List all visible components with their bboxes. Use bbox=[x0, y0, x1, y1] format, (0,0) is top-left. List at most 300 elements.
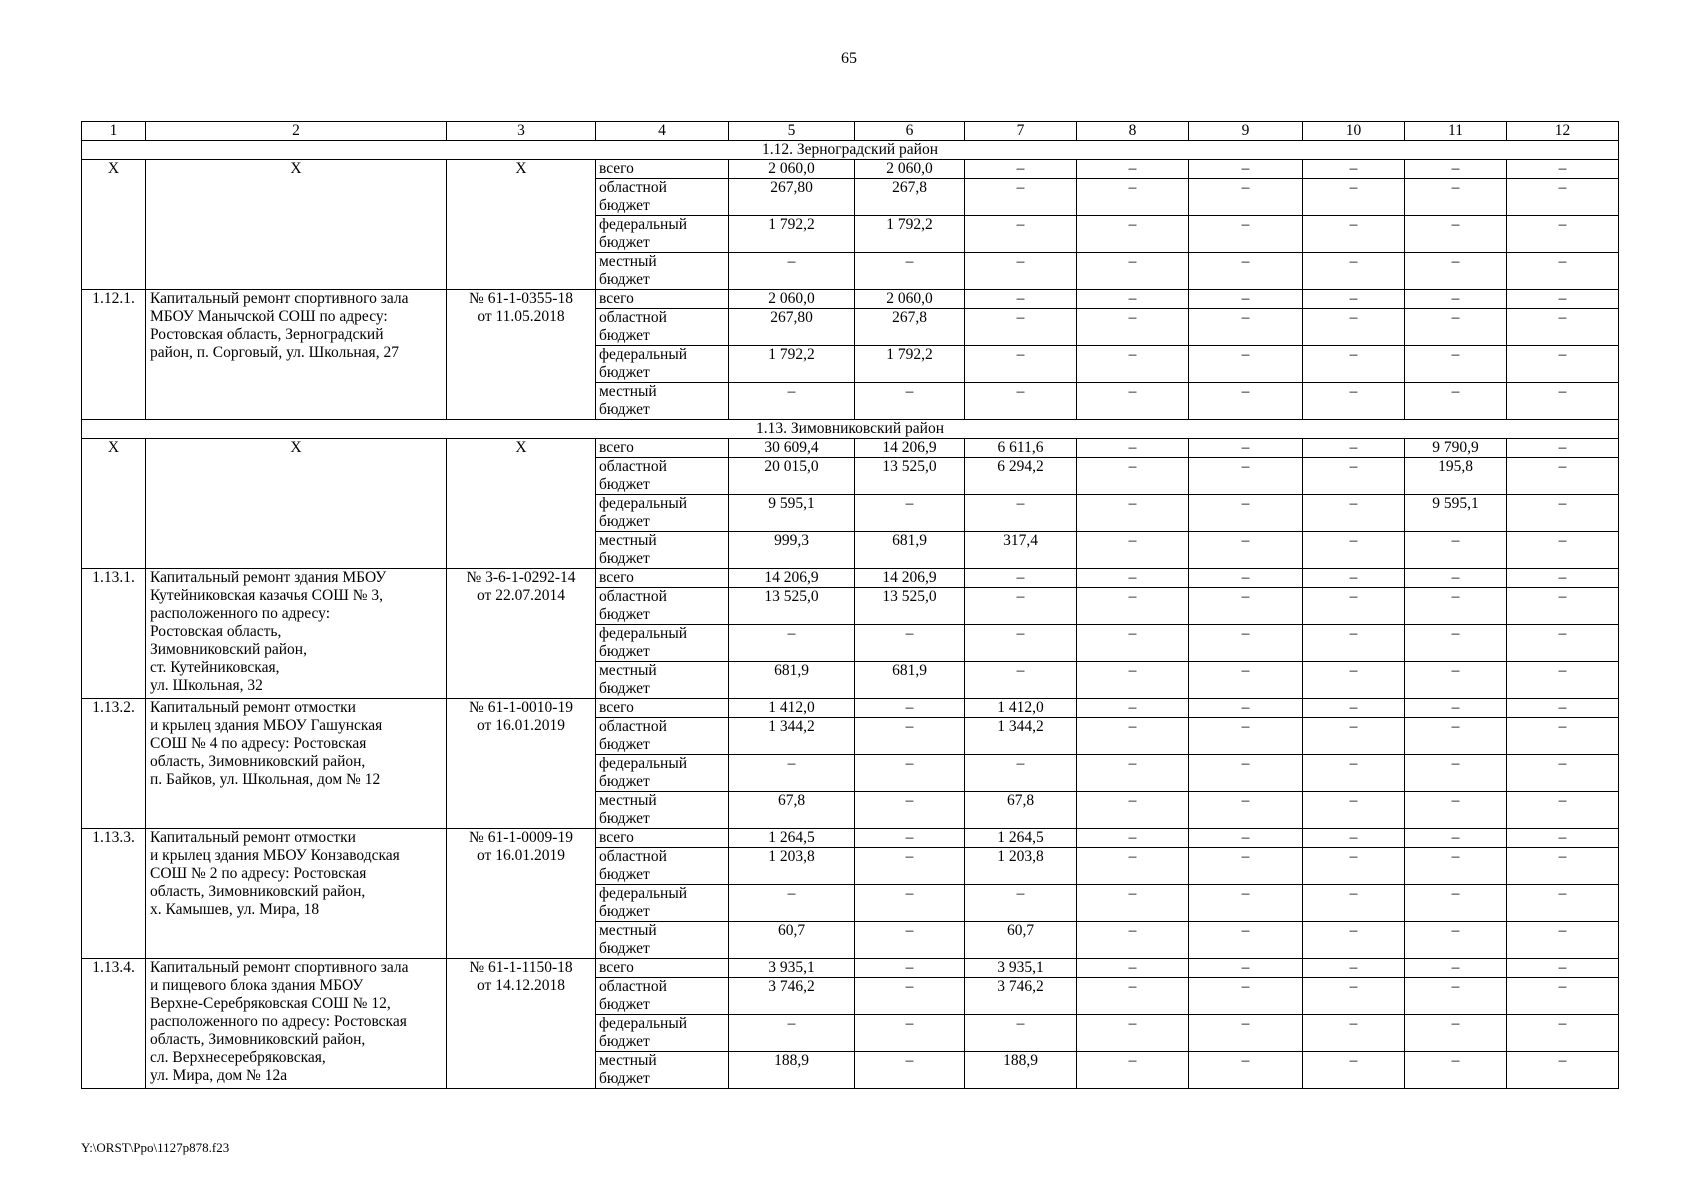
amount-cell: – bbox=[855, 978, 965, 1015]
funding-source: всего bbox=[596, 290, 729, 309]
amount-cell: – bbox=[1303, 755, 1405, 792]
column-number: 1 bbox=[82, 122, 146, 141]
amount-cell: – bbox=[1189, 179, 1303, 216]
amount-cell: – bbox=[1405, 848, 1507, 885]
amount-cell: 188,9 bbox=[729, 1052, 855, 1089]
amount-cell: – bbox=[965, 625, 1077, 662]
amount-cell: 1 344,2 bbox=[965, 718, 1077, 755]
amount-cell: – bbox=[1303, 959, 1405, 978]
column-number: 4 bbox=[596, 122, 729, 141]
item-name: Капитальный ремонт спортивного зала и пищевого блока здания МБОУ Верхне-Серебряковская СОШ № 12, расположенного по адресу: Ростовская область, Зимовниковский район, сл. Верхнесеребряковская, ул. Мира, дом № 12а bbox=[146, 959, 447, 1089]
table-row bbox=[82, 699, 1619, 718]
amount-cell: – bbox=[1303, 383, 1405, 420]
amount-cell: – bbox=[1507, 179, 1619, 216]
amount-cell: – bbox=[1507, 829, 1619, 848]
amount-cell: – bbox=[1077, 458, 1189, 495]
item-document: № 61-1-0355-18 от 11.05.2018 bbox=[447, 290, 596, 420]
amount-cell: 1 344,2 bbox=[729, 718, 855, 755]
amount-cell: – bbox=[1189, 1052, 1303, 1089]
amount-cell: – bbox=[965, 253, 1077, 290]
funding-source: федеральный бюджет bbox=[596, 755, 729, 792]
amount-cell: – bbox=[1507, 792, 1619, 829]
item-number: 1.13.4. bbox=[82, 959, 146, 1089]
amount-cell: – bbox=[1507, 959, 1619, 978]
amount-cell: – bbox=[1303, 569, 1405, 588]
amount-cell: – bbox=[1303, 699, 1405, 718]
amount-cell: – bbox=[1303, 848, 1405, 885]
funding-source: местный бюджет bbox=[596, 922, 729, 959]
amount-cell: 267,8 bbox=[855, 309, 965, 346]
amount-cell: – bbox=[965, 216, 1077, 253]
amount-cell: – bbox=[1303, 625, 1405, 662]
amount-cell: – bbox=[855, 1052, 965, 1089]
file-path-footer: Y:\ORST\Ppo\1127p878.f23 bbox=[81, 1140, 230, 1155]
amount-cell: – bbox=[1303, 1015, 1405, 1052]
amount-cell: – bbox=[1189, 959, 1303, 978]
amount-cell: – bbox=[1507, 569, 1619, 588]
amount-cell: – bbox=[855, 495, 965, 532]
amount-cell: 2 060,0 bbox=[855, 290, 965, 309]
amount-cell: – bbox=[855, 755, 965, 792]
amount-cell: 6 611,6 bbox=[965, 439, 1077, 458]
amount-cell: – bbox=[965, 755, 1077, 792]
amount-cell: – bbox=[1303, 253, 1405, 290]
item-document: № 61-1-1150-18 от 14.12.2018 bbox=[447, 959, 596, 1089]
item-document: X bbox=[447, 160, 596, 290]
amount-cell: – bbox=[965, 346, 1077, 383]
amount-cell: – bbox=[1303, 829, 1405, 848]
amount-cell: 14 206,9 bbox=[729, 569, 855, 588]
funding-source: областной бюджет bbox=[596, 978, 729, 1015]
funding-source: областной бюджет bbox=[596, 179, 729, 216]
amount-cell: 1 264,5 bbox=[729, 829, 855, 848]
funding-source: федеральный бюджет bbox=[596, 216, 729, 253]
amount-cell: 13 525,0 bbox=[855, 458, 965, 495]
amount-cell: – bbox=[1507, 755, 1619, 792]
funding-source: всего bbox=[596, 160, 729, 179]
item-number: 1.13.1. bbox=[82, 569, 146, 699]
amount-cell: – bbox=[855, 1015, 965, 1052]
funding-source: федеральный бюджет bbox=[596, 885, 729, 922]
funding-source: областной бюджет bbox=[596, 588, 729, 625]
amount-cell: – bbox=[1189, 588, 1303, 625]
amount-cell: 267,80 bbox=[729, 309, 855, 346]
amount-cell: – bbox=[965, 383, 1077, 420]
amount-cell: – bbox=[1405, 792, 1507, 829]
amount-cell: 14 206,9 bbox=[855, 569, 965, 588]
amount-cell: – bbox=[1077, 885, 1189, 922]
column-number: 8 bbox=[1077, 122, 1189, 141]
amount-cell: – bbox=[1507, 309, 1619, 346]
amount-cell: – bbox=[1077, 829, 1189, 848]
amount-cell: – bbox=[1507, 216, 1619, 253]
amount-cell: – bbox=[855, 959, 965, 978]
table-row bbox=[82, 290, 1619, 309]
item-name: Капитальный ремонт спортивного зала МБОУ Манычской СОШ по адресу: Ростовская область, Зерноградский район, п. Сорговый, ул. Школьная, 27 bbox=[146, 290, 447, 420]
amount-cell: – bbox=[1303, 495, 1405, 532]
amount-cell: – bbox=[1189, 662, 1303, 699]
amount-cell: – bbox=[1405, 346, 1507, 383]
amount-cell: – bbox=[1507, 383, 1619, 420]
amount-cell: – bbox=[1303, 439, 1405, 458]
item-number: 1.12.1. bbox=[82, 290, 146, 420]
amount-cell: – bbox=[855, 829, 965, 848]
amount-cell: 195,8 bbox=[1405, 458, 1507, 495]
amount-cell: 67,8 bbox=[965, 792, 1077, 829]
amount-cell: – bbox=[965, 495, 1077, 532]
amount-cell: – bbox=[855, 699, 965, 718]
amount-cell: – bbox=[1189, 458, 1303, 495]
amount-cell: – bbox=[1077, 588, 1189, 625]
amount-cell: – bbox=[1507, 885, 1619, 922]
item-document: X bbox=[447, 439, 596, 569]
amount-cell: – bbox=[1405, 588, 1507, 625]
item-number: X bbox=[82, 439, 146, 569]
amount-cell: – bbox=[1077, 439, 1189, 458]
amount-cell: – bbox=[729, 253, 855, 290]
amount-cell: – bbox=[729, 885, 855, 922]
funding-source: федеральный бюджет bbox=[596, 495, 729, 532]
item-document: № 3-6-1-0292-14 от 22.07.2014 bbox=[447, 569, 596, 699]
amount-cell: – bbox=[1303, 792, 1405, 829]
funding-source: областной бюджет bbox=[596, 309, 729, 346]
amount-cell: 9 595,1 bbox=[1405, 495, 1507, 532]
amount-cell: – bbox=[729, 755, 855, 792]
column-number-row bbox=[82, 122, 1619, 141]
amount-cell: – bbox=[1077, 179, 1189, 216]
amount-cell: – bbox=[1507, 1052, 1619, 1089]
table-row bbox=[82, 569, 1619, 588]
amount-cell: 1 412,0 bbox=[729, 699, 855, 718]
funding-source: всего bbox=[596, 699, 729, 718]
amount-cell: – bbox=[1189, 922, 1303, 959]
amount-cell: 1 792,2 bbox=[855, 216, 965, 253]
amount-cell: – bbox=[1189, 755, 1303, 792]
table-row bbox=[82, 959, 1619, 978]
amount-cell: – bbox=[1077, 1052, 1189, 1089]
amount-cell: 6 294,2 bbox=[965, 458, 1077, 495]
amount-cell: – bbox=[1077, 290, 1189, 309]
amount-cell: – bbox=[1507, 439, 1619, 458]
amount-cell: – bbox=[1405, 532, 1507, 569]
amount-cell: – bbox=[1303, 1052, 1405, 1089]
amount-cell: – bbox=[1189, 978, 1303, 1015]
column-number: 10 bbox=[1303, 122, 1405, 141]
item-number: 1.13.3. bbox=[82, 829, 146, 959]
section-row bbox=[82, 141, 1619, 160]
amount-cell: – bbox=[1189, 495, 1303, 532]
amount-cell: 60,7 bbox=[965, 922, 1077, 959]
funding-source: всего bbox=[596, 829, 729, 848]
amount-cell: 9 595,1 bbox=[729, 495, 855, 532]
amount-cell: – bbox=[965, 179, 1077, 216]
amount-cell: 13 525,0 bbox=[855, 588, 965, 625]
amount-cell: – bbox=[1507, 662, 1619, 699]
amount-cell: – bbox=[1303, 458, 1405, 495]
table-row bbox=[82, 829, 1619, 848]
amount-cell: – bbox=[1405, 216, 1507, 253]
amount-cell: – bbox=[1405, 160, 1507, 179]
amount-cell: 1 792,2 bbox=[855, 346, 965, 383]
amount-cell: 14 206,9 bbox=[855, 439, 965, 458]
column-number: 2 bbox=[146, 122, 447, 141]
amount-cell: – bbox=[1077, 922, 1189, 959]
amount-cell: – bbox=[1189, 1015, 1303, 1052]
item-number: X bbox=[82, 160, 146, 290]
amount-cell: – bbox=[1077, 495, 1189, 532]
amount-cell: – bbox=[1189, 792, 1303, 829]
item-name: X bbox=[146, 160, 447, 290]
amount-cell: 681,9 bbox=[855, 662, 965, 699]
amount-cell: 3 746,2 bbox=[729, 978, 855, 1015]
column-number: 5 bbox=[729, 122, 855, 141]
amount-cell: – bbox=[1077, 959, 1189, 978]
amount-cell: – bbox=[1405, 1052, 1507, 1089]
amount-cell: 67,8 bbox=[729, 792, 855, 829]
section-title: 1.12. Зерноградский район bbox=[82, 141, 1619, 160]
amount-cell: – bbox=[1303, 346, 1405, 383]
amount-cell: – bbox=[1077, 699, 1189, 718]
amount-cell: – bbox=[1405, 959, 1507, 978]
amount-cell: – bbox=[1507, 458, 1619, 495]
funding-source: всего bbox=[596, 439, 729, 458]
amount-cell: – bbox=[729, 383, 855, 420]
amount-cell: – bbox=[1189, 532, 1303, 569]
amount-cell: – bbox=[855, 848, 965, 885]
amount-cell: – bbox=[1507, 346, 1619, 383]
amount-cell: 267,80 bbox=[729, 179, 855, 216]
amount-cell: 681,9 bbox=[855, 532, 965, 569]
amount-cell: – bbox=[1077, 532, 1189, 569]
amount-cell: 30 609,4 bbox=[729, 439, 855, 458]
funding-source: местный бюджет bbox=[596, 253, 729, 290]
amount-cell: – bbox=[1077, 978, 1189, 1015]
section-row bbox=[82, 420, 1619, 439]
item-number: 1.13.2. bbox=[82, 699, 146, 829]
amount-cell: – bbox=[1303, 309, 1405, 346]
amount-cell: 1 412,0 bbox=[965, 699, 1077, 718]
amount-cell: – bbox=[855, 253, 965, 290]
funding-source: областной бюджет bbox=[596, 718, 729, 755]
funding-source: федеральный бюджет bbox=[596, 1015, 729, 1052]
amount-cell: – bbox=[965, 588, 1077, 625]
amount-cell: – bbox=[729, 625, 855, 662]
funding-source: местный бюджет bbox=[596, 383, 729, 420]
amount-cell: 1 792,2 bbox=[729, 346, 855, 383]
amount-cell: – bbox=[1507, 253, 1619, 290]
amount-cell: – bbox=[729, 1015, 855, 1052]
amount-cell: – bbox=[1405, 922, 1507, 959]
amount-cell: – bbox=[1507, 1015, 1619, 1052]
amount-cell: – bbox=[1189, 309, 1303, 346]
column-number: 12 bbox=[1507, 122, 1619, 141]
amount-cell: 1 264,5 bbox=[965, 829, 1077, 848]
amount-cell: 60,7 bbox=[729, 922, 855, 959]
amount-cell: – bbox=[1077, 569, 1189, 588]
funding-source: всего bbox=[596, 959, 729, 978]
amount-cell: 2 060,0 bbox=[729, 290, 855, 309]
amount-cell: – bbox=[1507, 625, 1619, 662]
amount-cell: – bbox=[1189, 699, 1303, 718]
amount-cell: – bbox=[1189, 160, 1303, 179]
amount-cell: – bbox=[1189, 216, 1303, 253]
amount-cell: – bbox=[1507, 978, 1619, 1015]
amount-cell: – bbox=[1077, 309, 1189, 346]
amount-cell: – bbox=[1189, 829, 1303, 848]
amount-cell: – bbox=[1077, 848, 1189, 885]
amount-cell: – bbox=[1077, 160, 1189, 179]
amount-cell: 1 792,2 bbox=[729, 216, 855, 253]
amount-cell: 681,9 bbox=[729, 662, 855, 699]
amount-cell: 1 203,8 bbox=[965, 848, 1077, 885]
item-name: Капитальный ремонт отмостки и крылец здания МБОУ Конзаводская СОШ № 2 по адресу: Ростовская область, Зимовниковский район, х. Камышев, ул. Мира, 18 bbox=[146, 829, 447, 959]
amount-cell: – bbox=[855, 792, 965, 829]
amount-cell: – bbox=[1405, 662, 1507, 699]
amount-cell: 2 060,0 bbox=[855, 160, 965, 179]
column-number: 3 bbox=[447, 122, 596, 141]
amount-cell: – bbox=[1077, 792, 1189, 829]
amount-cell: – bbox=[965, 569, 1077, 588]
amount-cell: – bbox=[1303, 588, 1405, 625]
amount-cell: 3 935,1 bbox=[729, 959, 855, 978]
amount-cell: 13 525,0 bbox=[729, 588, 855, 625]
amount-cell: – bbox=[1303, 179, 1405, 216]
amount-cell: – bbox=[965, 885, 1077, 922]
item-name: X bbox=[146, 439, 447, 569]
column-number: 11 bbox=[1405, 122, 1507, 141]
amount-cell: 999,3 bbox=[729, 532, 855, 569]
amount-cell: – bbox=[1405, 718, 1507, 755]
amount-cell: – bbox=[1405, 290, 1507, 309]
amount-cell: – bbox=[1405, 179, 1507, 216]
amount-cell: – bbox=[1405, 569, 1507, 588]
amount-cell: – bbox=[1077, 625, 1189, 662]
amount-cell: – bbox=[965, 1015, 1077, 1052]
amount-cell: – bbox=[1189, 290, 1303, 309]
column-number: 6 bbox=[855, 122, 965, 141]
amount-cell: – bbox=[1405, 885, 1507, 922]
amount-cell: – bbox=[1189, 718, 1303, 755]
amount-cell: – bbox=[1303, 922, 1405, 959]
amount-cell: – bbox=[1077, 662, 1189, 699]
amount-cell: – bbox=[855, 885, 965, 922]
amount-cell: – bbox=[1507, 290, 1619, 309]
amount-cell: – bbox=[1077, 253, 1189, 290]
amount-cell: – bbox=[1507, 160, 1619, 179]
amount-cell: 267,8 bbox=[855, 179, 965, 216]
amount-cell: – bbox=[1077, 346, 1189, 383]
amount-cell: – bbox=[1303, 662, 1405, 699]
amount-cell: – bbox=[855, 718, 965, 755]
amount-cell: – bbox=[1405, 699, 1507, 718]
amount-cell: – bbox=[1303, 885, 1405, 922]
amount-cell: – bbox=[1077, 1015, 1189, 1052]
amount-cell: – bbox=[1303, 216, 1405, 253]
amount-cell: – bbox=[1077, 755, 1189, 792]
amount-cell: – bbox=[1507, 922, 1619, 959]
amount-cell: – bbox=[1405, 383, 1507, 420]
funding-source: местный бюджет bbox=[596, 792, 729, 829]
item-name: Капитальный ремонт отмостки и крылец здания МБОУ Гашунская СОШ № 4 по адресу: Ростовская область, Зимовниковский район, п. Байков, ул. Школьная, дом № 12 bbox=[146, 699, 447, 829]
amount-cell: – bbox=[1077, 216, 1189, 253]
amount-cell: 188,9 bbox=[965, 1052, 1077, 1089]
amount-cell: 3 935,1 bbox=[965, 959, 1077, 978]
funding-source: местный бюджет bbox=[596, 532, 729, 569]
funding-source: федеральный бюджет bbox=[596, 346, 729, 383]
column-number: 7 bbox=[965, 122, 1077, 141]
amount-cell: 9 790,9 bbox=[1405, 439, 1507, 458]
table-row bbox=[82, 439, 1619, 458]
funding-source: федеральный бюджет bbox=[596, 625, 729, 662]
amount-cell: – bbox=[1189, 848, 1303, 885]
amount-cell: 317,4 bbox=[965, 532, 1077, 569]
amount-cell: – bbox=[1303, 532, 1405, 569]
amount-cell: – bbox=[1189, 439, 1303, 458]
amount-cell: – bbox=[855, 922, 965, 959]
amount-cell: – bbox=[1303, 718, 1405, 755]
funding-source: областной бюджет bbox=[596, 458, 729, 495]
amount-cell: – bbox=[1405, 829, 1507, 848]
amount-cell: – bbox=[1077, 383, 1189, 420]
amount-cell: – bbox=[1189, 346, 1303, 383]
column-number: 9 bbox=[1189, 122, 1303, 141]
amount-cell: – bbox=[1303, 978, 1405, 1015]
budget-table bbox=[81, 121, 1619, 1089]
amount-cell: – bbox=[1303, 290, 1405, 309]
amount-cell: – bbox=[965, 662, 1077, 699]
section-title: 1.13. Зимовниковский район bbox=[82, 420, 1619, 439]
page-number: 65 bbox=[841, 50, 857, 67]
amount-cell: – bbox=[1405, 1015, 1507, 1052]
amount-cell: – bbox=[1507, 718, 1619, 755]
amount-cell: – bbox=[1303, 160, 1405, 179]
amount-cell: 1 203,8 bbox=[729, 848, 855, 885]
amount-cell: – bbox=[855, 383, 965, 420]
table-row bbox=[82, 160, 1619, 179]
amount-cell: 20 015,0 bbox=[729, 458, 855, 495]
amount-cell: – bbox=[965, 309, 1077, 346]
amount-cell: – bbox=[1189, 253, 1303, 290]
funding-source: местный бюджет bbox=[596, 1052, 729, 1089]
amount-cell: – bbox=[1507, 588, 1619, 625]
amount-cell: – bbox=[1189, 885, 1303, 922]
amount-cell: – bbox=[1077, 718, 1189, 755]
amount-cell: – bbox=[1405, 625, 1507, 662]
amount-cell: – bbox=[1507, 495, 1619, 532]
amount-cell: 2 060,0 bbox=[729, 160, 855, 179]
funding-source: областной бюджет bbox=[596, 848, 729, 885]
amount-cell: 3 746,2 bbox=[965, 978, 1077, 1015]
amount-cell: – bbox=[1507, 699, 1619, 718]
funding-source: всего bbox=[596, 569, 729, 588]
amount-cell: – bbox=[965, 290, 1077, 309]
amount-cell: – bbox=[855, 625, 965, 662]
amount-cell: – bbox=[1189, 383, 1303, 420]
amount-cell: – bbox=[1507, 848, 1619, 885]
amount-cell: – bbox=[1189, 569, 1303, 588]
amount-cell: – bbox=[965, 160, 1077, 179]
amount-cell: – bbox=[1405, 253, 1507, 290]
item-name: Капитальный ремонт здания МБОУ Кутейниковская казачья СОШ № 3, расположенного по адресу: Ростовская область, Зимовниковский район, ст. Кутейниковская, ул. Школьная, 32 bbox=[146, 569, 447, 699]
funding-source: местный бюджет bbox=[596, 662, 729, 699]
amount-cell: – bbox=[1405, 309, 1507, 346]
amount-cell: – bbox=[1405, 755, 1507, 792]
amount-cell: – bbox=[1189, 625, 1303, 662]
amount-cell: – bbox=[1507, 532, 1619, 569]
item-document: № 61-1-0010-19 от 16.01.2019 bbox=[447, 699, 596, 829]
amount-cell: – bbox=[1405, 978, 1507, 1015]
item-document: № 61-1-0009-19 от 16.01.2019 bbox=[447, 829, 596, 959]
